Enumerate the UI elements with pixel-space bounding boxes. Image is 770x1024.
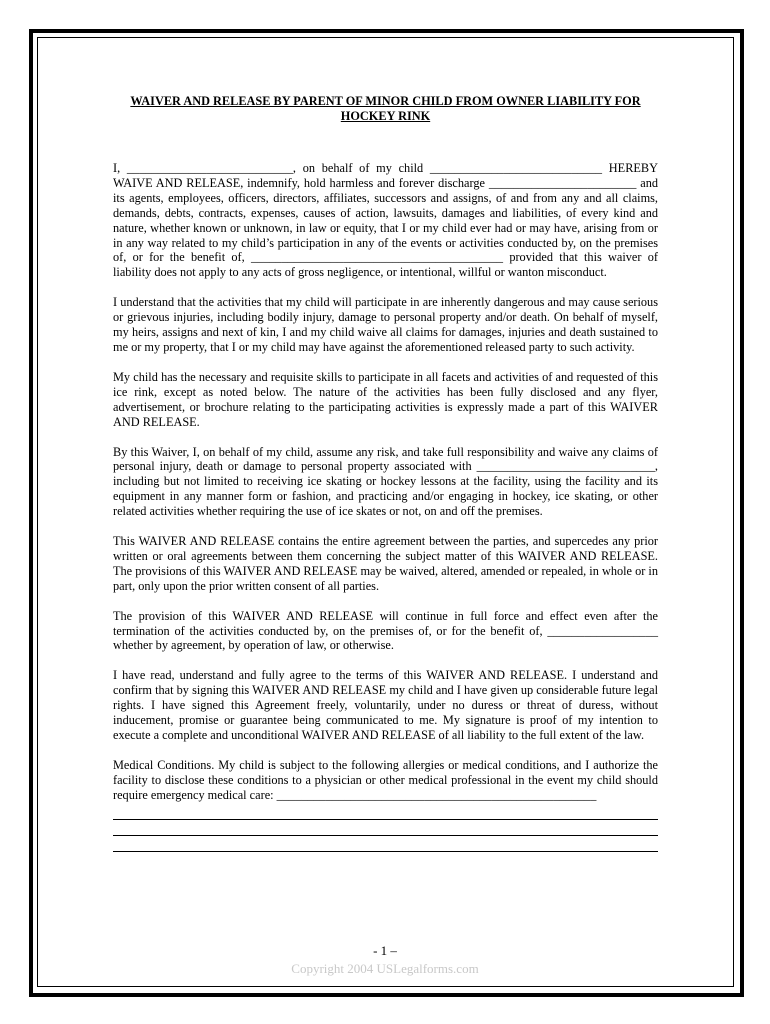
- paragraph-continuation: The provision of this WAIVER AND RELEASE will continue in full force and effect even after the termination of the activities conducted by, on the premises of, or for the benefit of, __________________ whether by agreement, by operation of law, or otherwise.: [113, 608, 658, 653]
- medical-conditions-lines: [113, 804, 658, 852]
- paragraph-inherent-danger: I understand that the activities that my child will participate in are inherently dangerous and may cause serious or grievous injuries, including bodily injury, damage to personal property and/or death. On behalf of myself, my heirs, assigns and next of kin, I and my child waive all claims for damages, injuries and death sustained to me or my property, that I or my child may have against the aforementioned released party to such activity.: [113, 295, 658, 354]
- copyright-watermark: Copyright 2004 USLegalforms.com: [291, 961, 479, 976]
- document-title: WAIVER AND RELEASE BY PARENT OF MINOR CHILD FROM OWNER LIABILITY FOR HOCKEY RINK: [130, 94, 641, 123]
- page-number: - 1 –: [373, 943, 397, 958]
- medical-conditions-line[interactable]: [113, 836, 658, 852]
- paragraph-skills: My child has the necessary and requisite skills to participate in all facets and activities of and requested of this ice rink, except as noted below. The nature of the activities has been fully disclosed and any flyer, advertisement, or brochure relating to the participating activities is expressly made a part of this WAIVER AND RELEASE.: [113, 369, 658, 429]
- paragraph-entire-agreement: This WAIVER AND RELEASE contains the entire agreement between the parties, and supercedes any prior written or oral agreements between them concerning the subject matter of this WAIVER AND RELEASE. The provisions of this WAIVER AND RELEASE may be waived, altered, amended or repealed, in whole or in part, only upon the prior written consent of all parties.: [113, 534, 658, 593]
- paragraph-acknowledgement: I have read, understand and fully agree to the terms of this WAIVER AND RELEASE. I understand and confirm that by signing this WAIVER AND RELEASE my child and I have given up considerable future legal rights. I have signed this Agreement freely, voluntarily, under no duress or threat of duress, without inducement, promise or guarantee being communicated to me. My signature is proof of my intention to execute a complete and unconditional WAIVER AND RELEASE of all liability to the full extent of the law.: [113, 668, 658, 742]
- medical-conditions-line[interactable]: [113, 804, 658, 820]
- medical-conditions-line[interactable]: [113, 820, 658, 836]
- paragraph-waiver-intro: I, ___________________________, on behalf of my child ____________________________ HEREBY WAIVE AND RELEASE, indemnify, hold harmless and forever discharge ________________________ and its agents, employees, officers, directors, affiliates, successors and assigns, of and from any and all claims, demands, debts, contracts, expenses, causes of action, lawsuits, damages and liabilities, of every kind and nature, whether known or unknown, in law or equity, that I or my child ever had or may have, arising from or in any way related to my child’s participation in any of the events or activities conducted by, on the premises of, or for the benefit of, _________________________________________ provided that this waiver of liability does not apply to any acts of gross negligence, or intentional, willful or wanton misconduct.: [113, 161, 658, 280]
- paragraph-medical-conditions: Medical Conditions. My child is subject to the following allergies or medical conditions, and I authorize the facility to disclose these conditions to a physician or other medical professional in the event my child should require emergency medical care: ____________________________________________________: [113, 757, 658, 802]
- document-body: [113, 94, 658, 852]
- paragraph-assume-risk: By this Waiver, I, on behalf of my child, assume any risk, and take full responsibility and waive any claims of personal injury, death or damage to personal property associated with _____________________________, including but not limited to receiving ice skating or hockey lessons at the facility, using the facility and its equipment in any manner form or fashion, and practicing and/or engaging in hockey, ice skating, or other related activities whether requiring the use of ice skates or not, on and off the premises.: [113, 444, 658, 519]
